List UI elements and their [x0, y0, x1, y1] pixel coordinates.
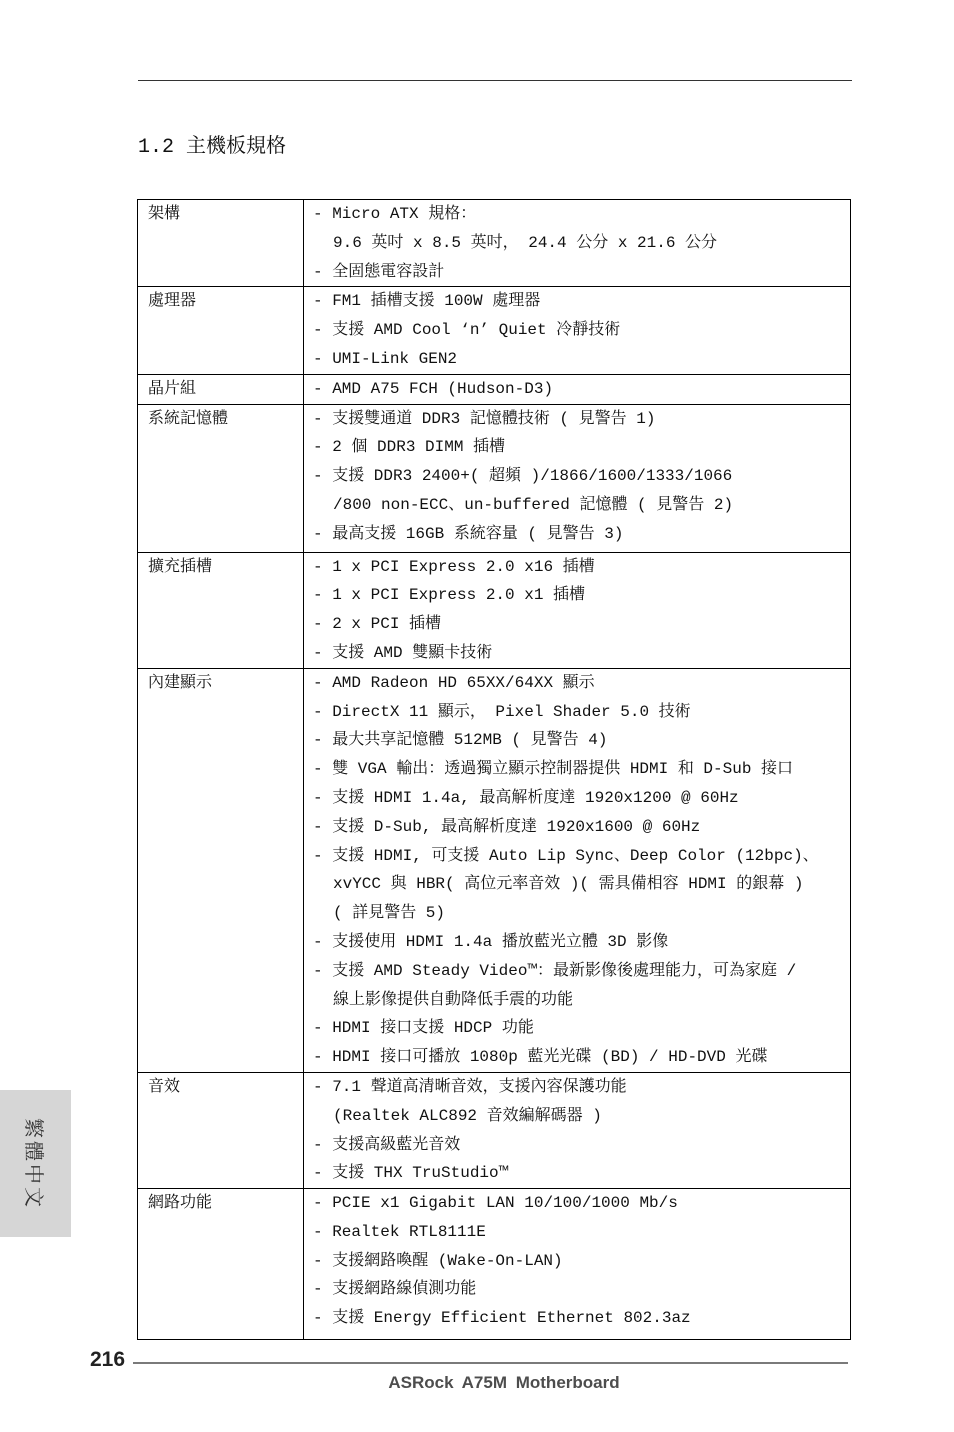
spec-values: [304, 1073, 850, 1188]
spec-line: - 支援網路線偵測功能: [313, 1280, 477, 1299]
spec-line: - AMD Radeon HD 65XX/64XX 顯示: [313, 673, 595, 692]
spec-line: - 最高支援 16GB 系統容量 ( 見警告 3): [313, 524, 624, 543]
spec-row: [138, 1189, 850, 1339]
footer-product-name: ASRock A75M Motherboard: [388, 1373, 620, 1392]
spec-line: - 支援 THX TruStudio™: [313, 1164, 509, 1183]
spec-values: [304, 553, 850, 668]
spec-line: - 支援雙通道 DDR3 記憶體技術 ( 見警告 1): [313, 409, 656, 428]
spec-label: 網路功能: [138, 1189, 304, 1339]
spec-line: - 支援 HDMI, 可支援 Auto Lip Sync、Deep Color (12bpc)、: [313, 846, 819, 865]
spec-row: [138, 287, 850, 374]
spec-line: - 2 x PCI 插槽: [313, 615, 442, 634]
footer-rule: [133, 1362, 848, 1364]
spec-line: xvYCC 與 HBR( 高位元率音效 )( 需具備相容 HDMI 的銀幕 ): [333, 875, 804, 894]
header-rule: [138, 80, 852, 81]
spec-line: - 1 x PCI Express 2.0 x16 插槽: [313, 557, 595, 576]
spec-line: - HDMI 接口支援 HDCP 功能: [313, 1019, 534, 1038]
spec-row: [138, 375, 850, 405]
spec-label: 架構: [138, 200, 304, 286]
spec-line: - 7.1 聲道高清晰音效，支援內容保護功能: [313, 1077, 627, 1096]
spec-values: [304, 669, 850, 1072]
spec-label: 內建顯示: [138, 669, 304, 1072]
spec-line: - HDMI 接口可播放 1080p 藍光光碟 (BD) / HD-DVD 光碟: [313, 1048, 768, 1067]
spec-line: - 全固態電容設計: [313, 262, 445, 281]
spec-line: - Micro ATX 規格：: [313, 205, 477, 223]
spec-row: [138, 200, 850, 287]
spec-row: [138, 1073, 850, 1189]
section-title: 1.2 主機板規格: [138, 136, 287, 159]
spec-line: - 雙 VGA 輸出：透過獨立顯示控制器提供 HDMI 和 D-Sub 接口: [313, 760, 794, 779]
spec-values: [304, 375, 850, 404]
spec-line: - PCIE x1 Gigabit LAN 10/100/1000 Mb/s: [313, 1194, 678, 1213]
spec-line: - 支援網路喚醒 (Wake-On-LAN): [313, 1251, 563, 1270]
spec-line: - 支援 DDR3 2400+( 超頻 )/1866/1600/1333/1066: [313, 467, 733, 486]
spec-line: - 支援 HDMI 1.4a, 最高解析度達 1920x1200 @ 60Hz: [313, 788, 739, 807]
spec-line: - 支援 AMD Cool ‘n’ Quiet 冷靜技術: [313, 321, 621, 340]
spec-values: [304, 1189, 850, 1339]
spec-line: - 支援 D-Sub, 最高解析度達 1920x1600 @ 60Hz: [313, 817, 701, 836]
spec-label: 系統記憶體: [138, 405, 304, 552]
spec-line: - FM1 插槽支援 100W 處理器: [313, 292, 541, 311]
spec-line: - 最大共享記憶體 512MB ( 見警告 4): [313, 731, 608, 750]
spec-line: ( 詳見警告 5): [333, 904, 446, 923]
spec-line: - 支援 AMD Steady Video™：最新影像後處理能力，可為家庭 /: [313, 961, 797, 980]
spec-line: - DirectX 11 顯示， Pixel Shader 5.0 技術: [313, 702, 691, 721]
spec-label: 晶片組: [138, 375, 304, 404]
spec-row: [138, 553, 850, 669]
spec-label: 音效: [138, 1073, 304, 1188]
spec-line: - Realtek RTL8111E: [313, 1222, 486, 1241]
spec-line: - 支援高級藍光音效: [313, 1135, 461, 1154]
spec-label: 處理器: [138, 287, 304, 373]
spec-values: [304, 287, 850, 373]
spec-line: - 支援使用 HDMI 1.4a 播放藍光立體 3D 影像: [313, 932, 669, 951]
language-side-tab: [0, 1090, 71, 1237]
spec-line: 線上影像提供自動降低手震的功能: [333, 990, 574, 1009]
spec-line: - UMI-Link GEN2: [313, 349, 458, 368]
page-number: 216: [90, 1348, 126, 1371]
spec-line: - AMD A75 FCH (Hudson-D3): [313, 379, 554, 398]
spec-row: [138, 405, 850, 553]
spec-line: (Realtek ALC892 音效編解碼器 ): [333, 1106, 602, 1125]
spec-line: 9.6 英吋 x 8.5 英吋， 24.4 公分 x 21.6 公分: [333, 233, 718, 252]
spec-table: [137, 199, 851, 1340]
spec-label: 擴充插槽: [138, 553, 304, 668]
spec-line: - 2 個 DDR3 DIMM 插槽: [313, 438, 506, 457]
spec-values: [304, 200, 850, 286]
spec-line: - 1 x PCI Express 2.0 x1 插槽: [313, 586, 586, 605]
spec-line: - 支援 Energy Efficient Ethernet 802.3az: [313, 1309, 691, 1328]
spec-values: [304, 405, 850, 552]
spec-line: - 支援 AMD 雙顯卡技術: [313, 643, 493, 662]
spec-row: [138, 669, 850, 1073]
spec-line: /800 non-ECC、un-buffered 記憶體 ( 見警告 2): [333, 495, 734, 514]
language-side-tab-label: 繁體中文: [22, 1117, 44, 1210]
